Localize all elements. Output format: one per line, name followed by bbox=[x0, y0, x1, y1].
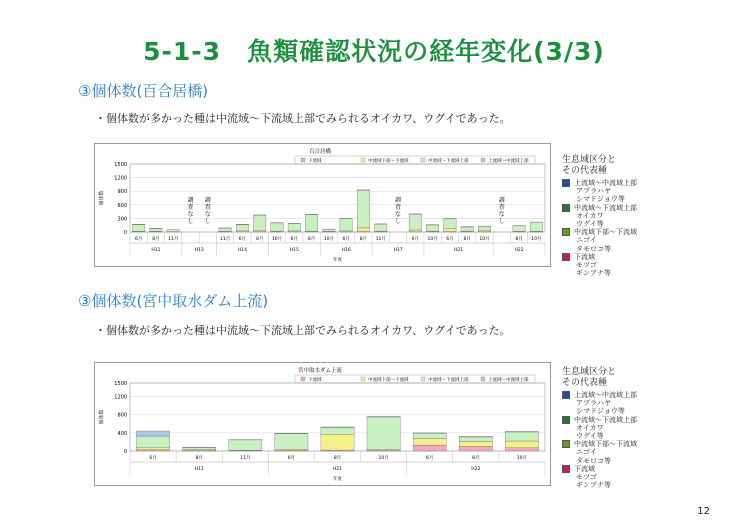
section-bullet-1: ・個体数が多かった種は中流域～下流域上部でみられるオイカワ、ウグイであった。 bbox=[95, 112, 511, 125]
bar-segment bbox=[219, 228, 231, 231]
bar-segment bbox=[444, 229, 456, 232]
y-tick-label: 1500 bbox=[114, 162, 127, 168]
y-tick-label: 1200 bbox=[114, 394, 127, 401]
side-legend-species: ギンブナ等 bbox=[576, 269, 611, 278]
legend-label: 下流域 bbox=[308, 377, 322, 383]
x-tick-label: 6月 bbox=[149, 456, 157, 461]
legend-swatch bbox=[481, 158, 485, 162]
bar-segment bbox=[530, 222, 542, 231]
x-tick-label: 6月 bbox=[446, 237, 454, 242]
no-survey-annotation: 査 bbox=[395, 204, 402, 211]
legend-label: 中流域～下流域上部 bbox=[428, 158, 469, 164]
bar-segment bbox=[478, 226, 490, 231]
y-tick-label: 900 bbox=[117, 189, 127, 196]
legend-swatch bbox=[562, 228, 570, 236]
no-survey-annotation: し bbox=[498, 218, 505, 225]
group-label: H22 bbox=[514, 248, 524, 253]
legend-swatch bbox=[562, 179, 570, 187]
x-tick-label: 10月 bbox=[516, 456, 528, 461]
y-axis-label: 個体数 bbox=[99, 190, 105, 206]
group-label: H17 bbox=[393, 248, 403, 253]
x-tick-label: 10月 bbox=[479, 237, 490, 242]
legend-label: 中流域下部～下流域 bbox=[368, 158, 409, 164]
bar-segment bbox=[505, 441, 538, 448]
x-axis-label: 年度 bbox=[333, 258, 342, 263]
side-legend-label: 中流域下部～下流域 bbox=[574, 440, 637, 449]
bar-segment bbox=[340, 219, 352, 231]
group-label: H16 bbox=[341, 248, 351, 253]
x-tick-label: 8月 bbox=[463, 237, 471, 242]
bar-segment bbox=[323, 229, 335, 231]
group-label: H15 bbox=[289, 248, 299, 253]
bar-segment bbox=[459, 446, 492, 451]
group-label: H14 bbox=[237, 248, 247, 253]
page-title: 5-1-3 魚類確認状況の経年変化(3/3) bbox=[143, 37, 605, 66]
x-tick-label: 8月 bbox=[307, 237, 316, 242]
bar-segment bbox=[136, 436, 169, 448]
x-tick-label: 6月 bbox=[287, 456, 296, 461]
side-legend-species: ウグイ等 bbox=[576, 432, 604, 441]
side-legend-1 bbox=[562, 155, 637, 277]
side-legend-species: ニゴイ bbox=[576, 236, 597, 245]
bar-segment bbox=[459, 441, 492, 446]
y-tick-label: 0 bbox=[123, 449, 127, 455]
no-survey-annotation: な bbox=[204, 211, 211, 218]
side-legend-species: オイカワ bbox=[576, 423, 604, 432]
bar-segment bbox=[357, 228, 369, 232]
x-tick-label: 6月 bbox=[411, 237, 419, 242]
x-axis-label: 年度 bbox=[333, 477, 342, 482]
no-survey-annotation: し bbox=[187, 218, 194, 225]
legend-swatch bbox=[421, 158, 425, 162]
bar-segment bbox=[505, 432, 538, 441]
side-legend-label: 中流域～下流域上部 bbox=[574, 415, 637, 424]
x-tick-label: 10月 bbox=[271, 237, 283, 242]
side-legend-label: 下流域 bbox=[574, 464, 595, 473]
no-survey-annotation: な bbox=[498, 211, 505, 218]
no-survey-annotation: し bbox=[395, 218, 402, 225]
bar-segment bbox=[275, 434, 308, 449]
x-tick-label: 8月 bbox=[359, 237, 368, 242]
x-tick-label: 11月 bbox=[219, 237, 231, 242]
x-tick-label: 10月 bbox=[531, 237, 542, 242]
legend-swatch bbox=[562, 440, 570, 448]
legend-swatch bbox=[562, 204, 570, 212]
side-legend-species: タモロコ等 bbox=[576, 456, 611, 465]
legend-label: 上流域～中流域上部 bbox=[488, 158, 529, 164]
y-tick-label: 400 bbox=[117, 430, 127, 437]
bar-segment bbox=[229, 440, 262, 450]
chart-panel-2 bbox=[94, 362, 551, 486]
side-legend-group bbox=[562, 465, 637, 473]
x-tick-label: 8月 bbox=[333, 456, 342, 461]
side-legend-label: 中流域～下流域上部 bbox=[574, 203, 637, 212]
x-tick-label: 8月 bbox=[256, 237, 264, 242]
chart-title: 百合居橋 bbox=[308, 149, 332, 155]
x-tick-label: 10月 bbox=[427, 237, 438, 242]
bar-segment bbox=[275, 449, 308, 450]
no-survey-annotation: 調 bbox=[498, 197, 505, 204]
bar-segment bbox=[375, 224, 387, 231]
legend-label: 中流域下部～下流域 bbox=[368, 377, 409, 383]
side-legend-species: モツゴ bbox=[576, 261, 597, 270]
bar-segment bbox=[136, 431, 169, 436]
legend-label: 下流域 bbox=[308, 158, 322, 164]
bar-segment bbox=[288, 224, 300, 231]
group-label: H13 bbox=[194, 248, 204, 253]
bar-segment bbox=[236, 225, 248, 231]
side-legend-species: シマドジョウ等 bbox=[576, 195, 625, 204]
legend-swatch bbox=[562, 465, 570, 473]
x-tick-label: 11月 bbox=[240, 456, 251, 461]
side-legend-group bbox=[562, 440, 637, 448]
chart-miyanaka-dam bbox=[95, 363, 550, 485]
side-legend-heading: 生息域区分と その代表種 bbox=[562, 367, 617, 388]
bar-segment bbox=[513, 226, 525, 231]
legend-swatch bbox=[481, 377, 485, 381]
side-legend-species: ウグイ等 bbox=[576, 220, 604, 229]
bar-segment bbox=[132, 225, 144, 232]
section-heading-2: ③個体数(宮中取水ダム上流) bbox=[78, 292, 269, 310]
bar-segment bbox=[413, 439, 446, 445]
no-survey-annotation: 調 bbox=[187, 197, 194, 204]
bar-segment bbox=[409, 230, 421, 232]
group-label: H21 bbox=[453, 248, 464, 253]
legend-swatch bbox=[361, 158, 365, 162]
no-survey-annotation: な bbox=[187, 211, 194, 218]
bar-segment bbox=[150, 229, 162, 232]
no-survey-annotation: 査 bbox=[204, 204, 211, 211]
y-tick-label: 600 bbox=[117, 202, 127, 209]
legend-swatch bbox=[361, 377, 365, 381]
side-legend-group bbox=[562, 253, 637, 261]
legend-swatch bbox=[562, 416, 570, 424]
x-tick-label: 6月 bbox=[426, 456, 434, 461]
chart-title: 宮中取水ダム上流 bbox=[297, 368, 343, 374]
y-tick-label: 1500 bbox=[114, 381, 127, 387]
group-label: H22 bbox=[471, 467, 481, 472]
bar-segment bbox=[183, 448, 216, 450]
x-tick-label: 6月 bbox=[238, 237, 247, 242]
legend-swatch bbox=[421, 377, 425, 381]
x-tick-label: 6月 bbox=[290, 237, 298, 242]
side-legend-heading: 生息域区分と その代表種 bbox=[562, 155, 617, 176]
side-legend-species: シマドジョウ等 bbox=[576, 407, 625, 416]
bar-segment bbox=[305, 215, 317, 231]
bar-segment bbox=[136, 450, 169, 451]
no-survey-annotation: 調 bbox=[395, 197, 402, 204]
side-legend-group bbox=[562, 228, 637, 236]
no-survey-annotation: 査 bbox=[187, 204, 194, 211]
no-survey-annotation: 調 bbox=[204, 197, 211, 204]
bar-segment bbox=[253, 215, 265, 230]
side-legend-label: 上流域～中流域上部 bbox=[574, 391, 637, 399]
side-legend-2 bbox=[562, 367, 637, 489]
group-label: H11 bbox=[194, 467, 204, 472]
legend-swatch bbox=[301, 158, 305, 162]
legend-swatch bbox=[562, 391, 570, 399]
bar-segment bbox=[413, 433, 446, 438]
side-legend-species: ギンブナ等 bbox=[576, 481, 611, 490]
bar-segment bbox=[426, 225, 438, 231]
bar-segment bbox=[321, 427, 354, 434]
bar-segment bbox=[367, 417, 400, 450]
x-tick-label: 10月 bbox=[378, 456, 389, 461]
side-legend-group bbox=[562, 391, 637, 399]
x-tick-label: 6月 bbox=[342, 237, 350, 242]
y-tick-label: 0 bbox=[123, 230, 127, 236]
x-tick-label: 11月 bbox=[168, 237, 179, 242]
bar-segment bbox=[167, 230, 179, 232]
section-bullet-2: ・個体数が多かった種は中流域～下流域上部でみられるオイカワ、ウグイであった。 bbox=[95, 324, 511, 337]
group-label: H11 bbox=[151, 248, 161, 253]
bar-segment bbox=[444, 219, 456, 229]
page-number: 12 bbox=[697, 506, 710, 517]
side-legend-species: モツゴ bbox=[576, 473, 597, 482]
group-label: H21 bbox=[332, 467, 343, 472]
bar-segment bbox=[461, 227, 473, 231]
side-legend-label: 下流域 bbox=[574, 252, 595, 261]
section-heading-1: ③個体数(百合居橋) bbox=[78, 82, 209, 100]
bar-segment bbox=[271, 223, 283, 231]
bar-segment bbox=[413, 445, 446, 451]
y-axis-label: 個体数 bbox=[99, 409, 105, 425]
side-legend-group bbox=[562, 179, 637, 187]
legend-label: 中流域～下流域上部 bbox=[428, 377, 469, 383]
side-legend-species: ニゴイ bbox=[576, 448, 597, 457]
legend-swatch bbox=[562, 253, 570, 261]
bar-segment bbox=[321, 434, 354, 450]
x-tick-label: 11月 bbox=[375, 237, 386, 242]
x-tick-label: 10月 bbox=[323, 237, 334, 242]
y-tick-label: 800 bbox=[117, 412, 127, 419]
chart-panel-1 bbox=[94, 143, 551, 267]
bar-segment bbox=[459, 437, 492, 442]
side-legend-species: アブラハヤ bbox=[576, 187, 611, 196]
bar-segment bbox=[357, 190, 369, 228]
x-tick-label: 8月 bbox=[152, 237, 160, 242]
bar-segment bbox=[505, 448, 538, 451]
x-tick-label: 8月 bbox=[515, 237, 523, 242]
side-legend-group bbox=[562, 416, 637, 424]
y-tick-label: 1200 bbox=[114, 175, 127, 182]
x-tick-label: 8月 bbox=[195, 456, 203, 461]
legend-label: 上流域～中流域上部 bbox=[488, 377, 529, 383]
chart-yurii-bridge bbox=[95, 144, 550, 266]
bar-segment bbox=[136, 448, 169, 450]
side-legend-group bbox=[562, 204, 637, 212]
y-tick-label: 300 bbox=[117, 216, 127, 223]
side-legend-label: 上流域～中流域上部 bbox=[574, 179, 637, 187]
bar-segment bbox=[253, 230, 265, 231]
legend-swatch bbox=[301, 377, 305, 381]
side-legend-species: オイカワ bbox=[576, 211, 604, 220]
x-tick-label: 8月 bbox=[472, 456, 480, 461]
side-legend-species: タモロコ等 bbox=[576, 244, 611, 253]
side-legend-species: アブラハヤ bbox=[576, 399, 611, 408]
x-tick-label: 6月 bbox=[134, 237, 143, 242]
no-survey-annotation: 査 bbox=[498, 204, 505, 211]
side-legend-label: 中流域下部～下流域 bbox=[574, 228, 637, 237]
no-survey-annotation: な bbox=[395, 211, 402, 218]
no-survey-annotation: し bbox=[204, 218, 211, 225]
bar-segment bbox=[409, 214, 421, 230]
